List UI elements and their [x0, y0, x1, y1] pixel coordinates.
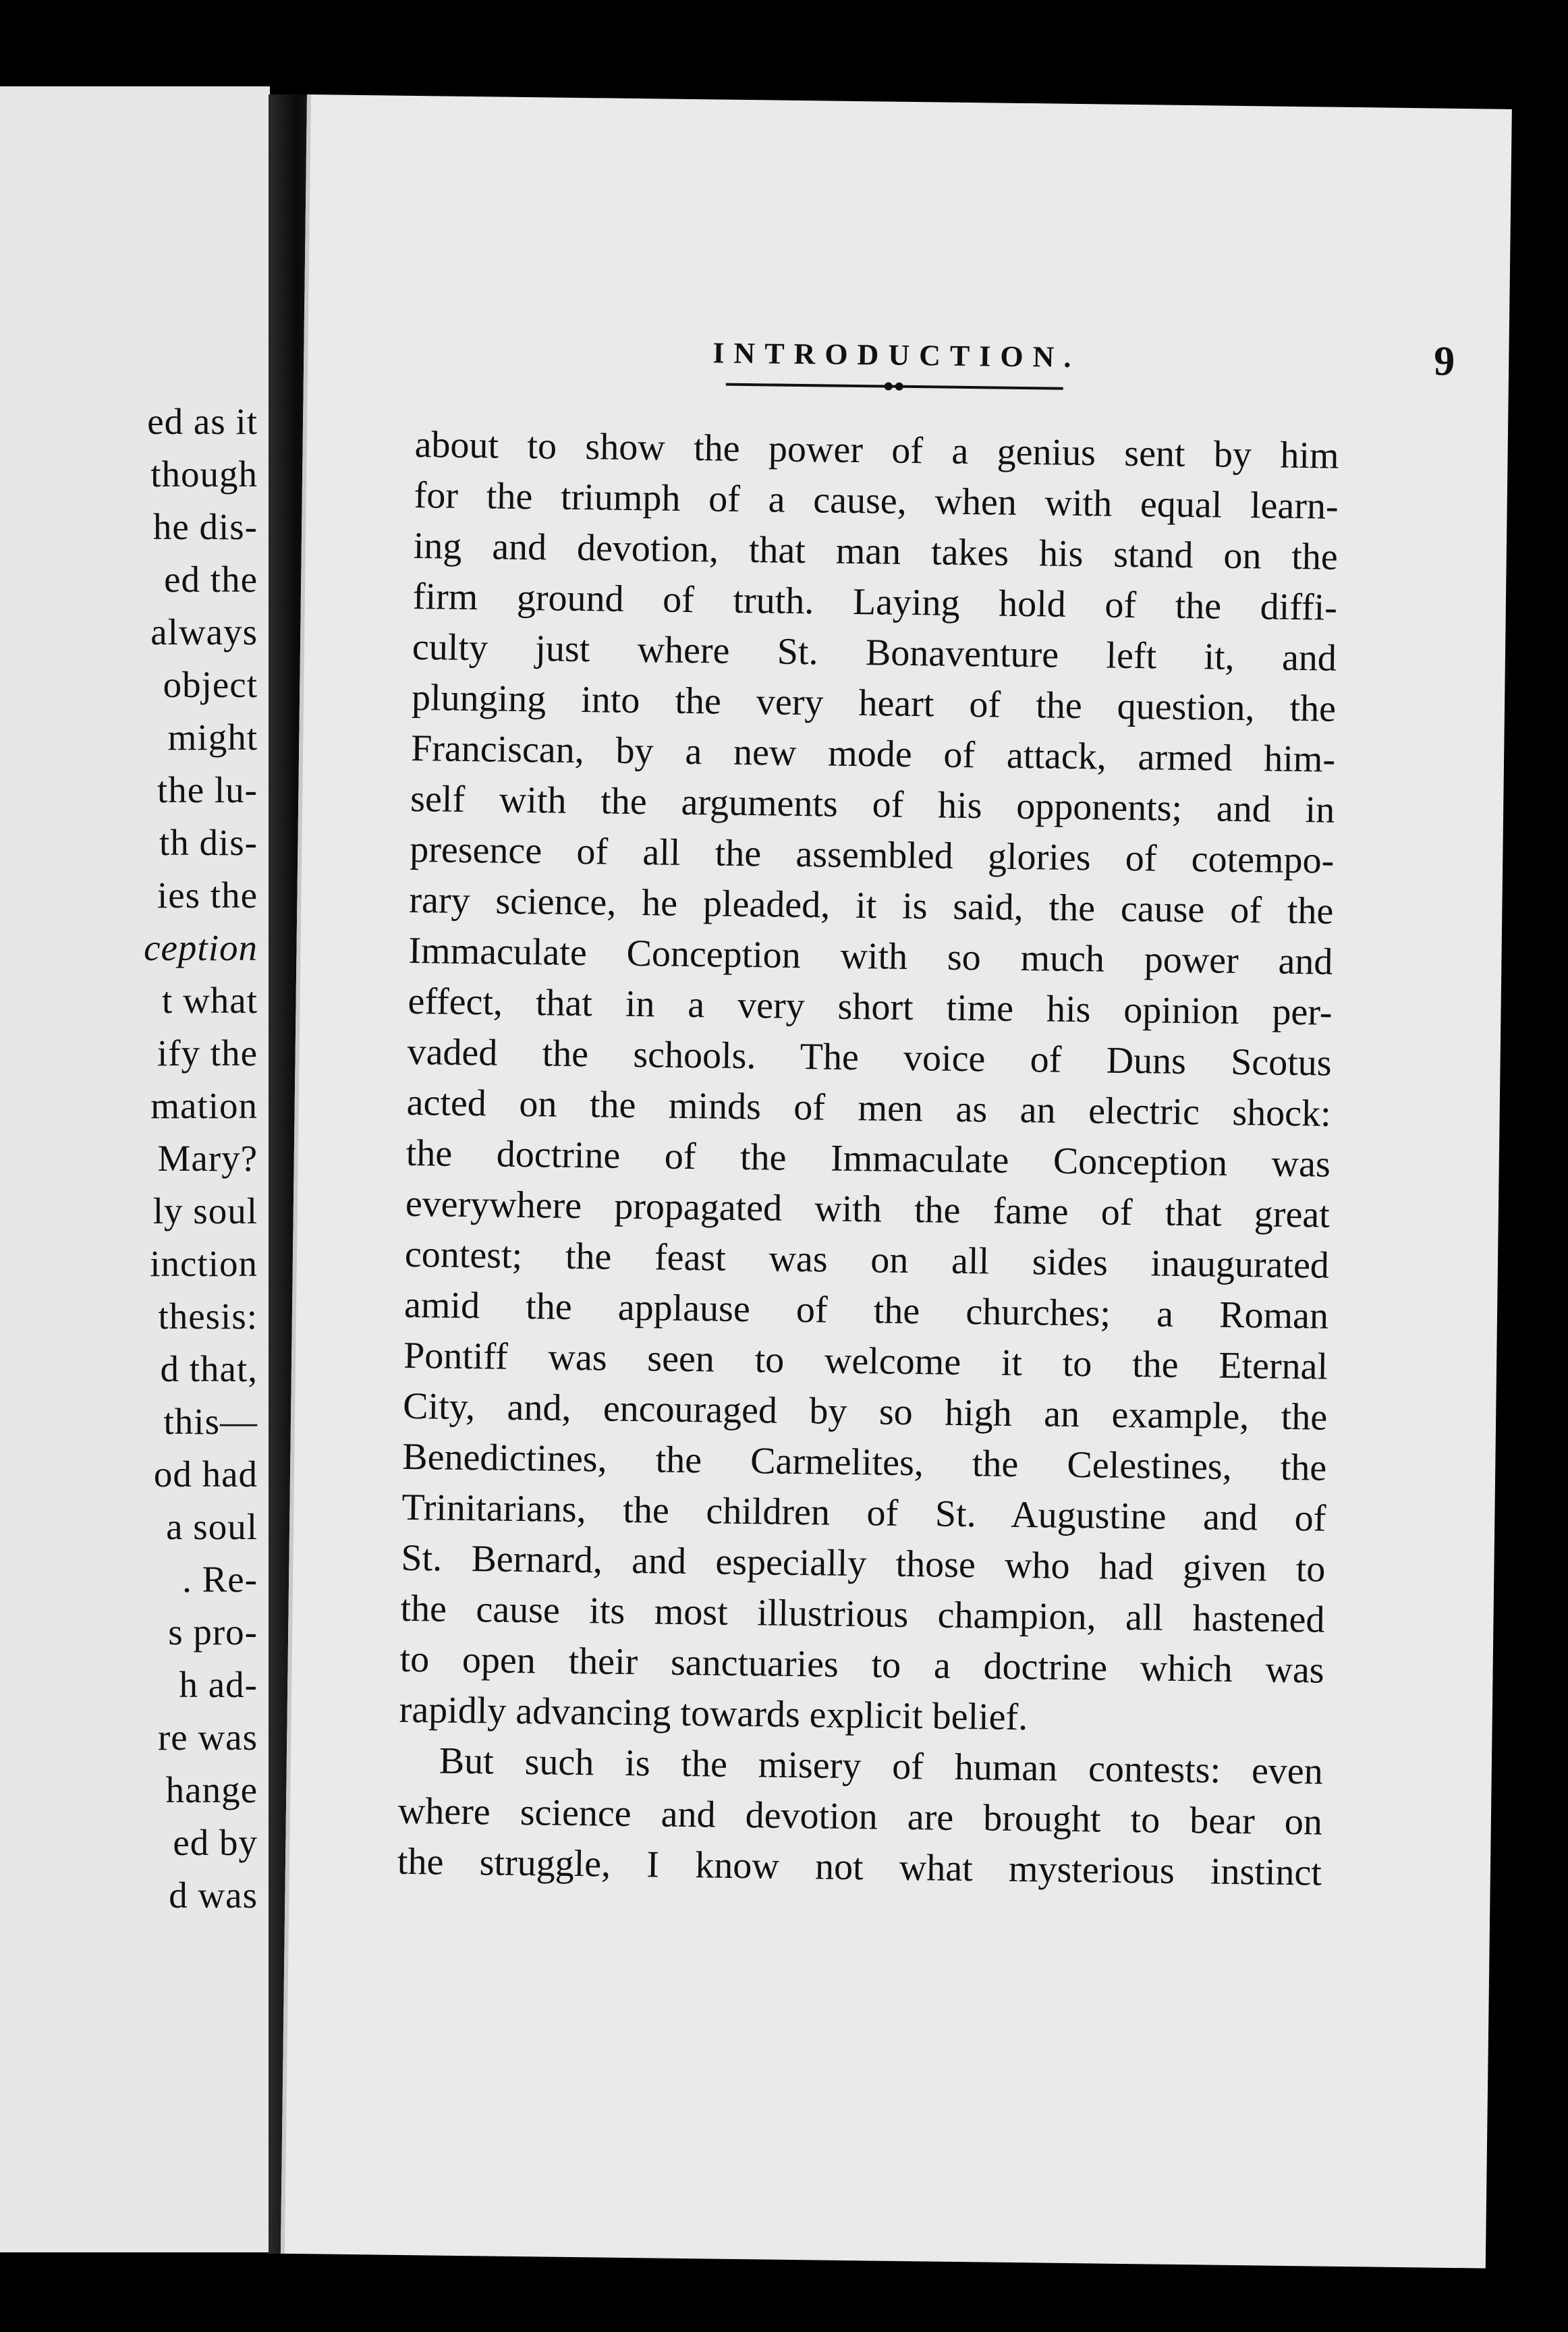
left-page-line: always	[150, 611, 258, 653]
left-page-line: Mary?	[157, 1138, 258, 1179]
left-page-line: might	[167, 717, 258, 758]
left-page-line: d that,	[160, 1348, 258, 1389]
text-line: Benedictines, the Carmelites, the Celestines, the	[401, 1435, 1327, 1489]
text-line: everywhere propagated with the fame of that great	[405, 1182, 1331, 1236]
text-line: culty just where St. Bonaventure left it, and	[412, 626, 1337, 679]
text-line: Franciscan, by a new mode of attack, armed him-	[410, 727, 1336, 781]
header-rule	[726, 383, 1063, 390]
text-line: ing and devotion, that man takes his stand on the	[413, 524, 1339, 578]
left-page-line: ed by	[173, 1822, 258, 1863]
left-page-line: od had	[153, 1453, 258, 1495]
left-page-line: re was	[157, 1717, 258, 1758]
left-page-line: t what	[162, 980, 258, 1021]
text-line: self with the arguments of his opponents; and in	[410, 777, 1335, 831]
text-line: Trinitarians, the children of St. Augustine and of	[401, 1486, 1326, 1540]
left-page-line: inction	[150, 1243, 258, 1284]
left-page-line: th dis-	[159, 822, 258, 863]
text-line: contest; the feast was on all sides inaugurated	[404, 1233, 1330, 1287]
left-page-line: thesis:	[158, 1296, 258, 1337]
left-page-line: a soul	[166, 1506, 258, 1547]
right-page	[281, 94, 1512, 2269]
left-page-line: d was	[169, 1875, 258, 1916]
left-page-line: ly soul	[152, 1190, 258, 1231]
left-page-line: this—	[163, 1401, 258, 1442]
text-line: amid the applause of the churches; a Roman	[403, 1283, 1329, 1337]
left-page-line: ies the	[157, 874, 258, 916]
text-line: St. Bernard, and especially those who had given to	[401, 1536, 1326, 1590]
running-head: INTRODUCTION.	[712, 336, 1081, 374]
text-line: vaded the schools. The voice of Duns Scotus	[407, 1030, 1332, 1084]
text-line: effect, that in a very short time his opinion per-	[408, 980, 1333, 1034]
body-text	[397, 420, 1339, 1899]
text-line: rary science, he pleaded, it is said, the cause of the	[409, 879, 1334, 933]
text-line: Immaculate Conception with so much power and	[408, 929, 1333, 983]
text-line: the doctrine of the Immaculate Conception was	[405, 1132, 1331, 1186]
left-page-line: he dis-	[152, 506, 258, 547]
left-page-line: object	[163, 664, 258, 705]
text-line: rapidly advancing towards explicit belief.	[399, 1688, 1028, 1739]
text-line: where science and devotion are brought to bear on	[397, 1789, 1323, 1843]
text-line: the struggle, I know not what mysterious instinct	[397, 1840, 1322, 1894]
left-page-line: ed the	[164, 559, 258, 600]
page-number: 9	[1433, 338, 1455, 385]
text-line: firm ground of truth. Laying hold of the diffi-	[412, 575, 1338, 629]
text-line: about to show the power of a genius sent by him	[414, 423, 1339, 477]
left-page-fragment	[0, 86, 270, 2252]
left-page-line: the lu-	[157, 769, 258, 810]
paragraph	[399, 420, 1339, 1747]
page-header	[712, 335, 1455, 405]
paragraph	[397, 1736, 1324, 1899]
left-page-line: mation	[150, 1085, 258, 1126]
left-page-line: . Re-	[182, 1559, 258, 1600]
left-page-line: ed as it	[147, 401, 258, 442]
left-page-line: h ad-	[179, 1664, 258, 1705]
left-page-line: s pro-	[168, 1611, 258, 1653]
text-line: plunging into the very heart of the question, the	[411, 676, 1337, 730]
text-line: for the triumph of a cause, when with equal learn-	[414, 474, 1339, 528]
text-line: acted on the minds of men as an electric shock:	[406, 1081, 1332, 1135]
left-page-line: ception	[144, 927, 258, 968]
text-line: to open their sanctuaries to a doctrine which was	[399, 1638, 1324, 1692]
left-page-line: ify the	[157, 1032, 258, 1074]
left-page-line: hange	[165, 1769, 258, 1810]
text-line: presence of all the assembled glories of cotempo-	[409, 828, 1335, 882]
text-line: But such is the misery of human contests: even	[439, 1740, 1324, 1793]
left-page-line: though	[150, 453, 258, 495]
text-line: City, and, encouraged by so high an example, the	[402, 1385, 1328, 1439]
text-line: Pontiff was seen to welcome it to the Eternal	[403, 1334, 1328, 1388]
text-line: the cause its most illustrious champion, all hastened	[400, 1587, 1325, 1641]
